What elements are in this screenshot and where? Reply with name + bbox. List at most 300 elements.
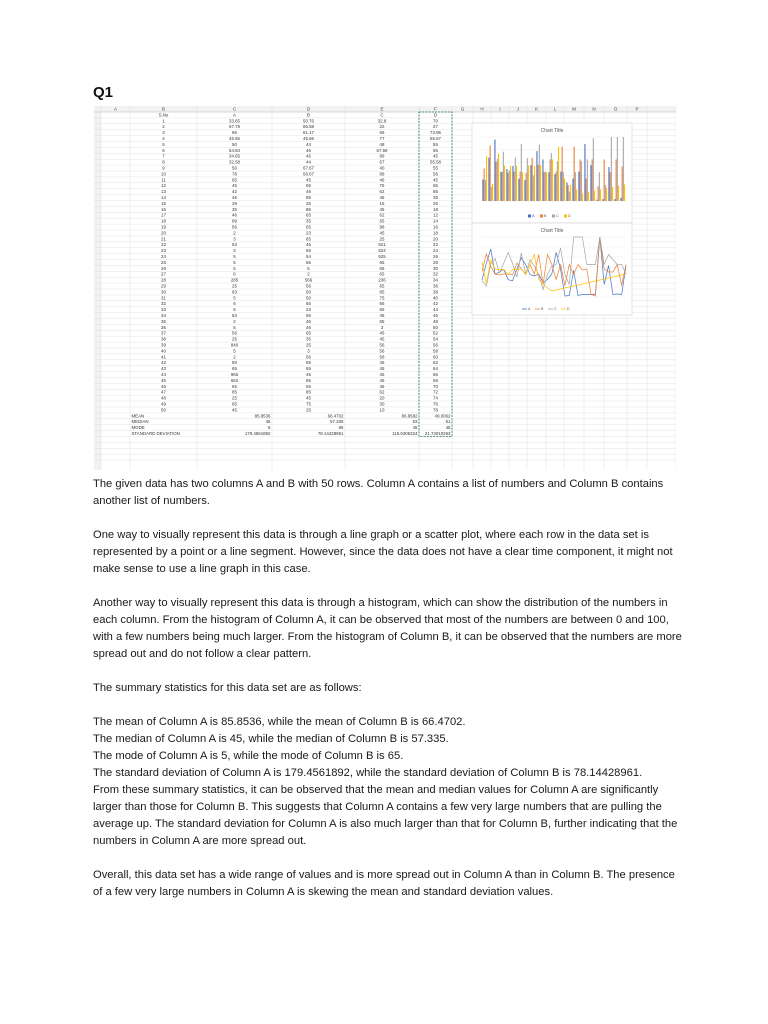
table-cell: 48 [379,141,385,147]
bar-d-24 [624,184,625,201]
bar-d-21 [606,188,607,201]
table-cell: 14 [161,195,166,200]
table-cell: 45 [433,177,438,183]
line-chart-title: Chart Title [540,228,564,234]
bar-b-18 [586,179,587,201]
bar-c-20 [599,172,600,201]
table-cell: 62 [433,360,438,366]
table-cell: 35 [232,206,237,212]
table-cell: 15 [161,200,166,206]
table-cell: 58 [379,354,385,360]
bar-b-23 [616,159,617,201]
column-header-n: N [592,106,596,112]
bar-c-2 [491,187,492,201]
table-cell: 44 [306,141,311,147]
table-cell: 74 [433,395,438,401]
table-cell: 9 [162,165,165,171]
table-cell: 65 [306,301,311,307]
table-cell: 34.65 [229,153,240,159]
table-cell: 45 [306,318,311,324]
table-cell: 26 [433,254,438,259]
table-cell: 65 [379,318,385,324]
bar-c-18 [587,159,588,201]
table-cell: 21 [161,236,166,242]
bar-b-1 [484,169,485,201]
table-cell: 44 [306,159,311,165]
table-cell: 48 [433,318,438,324]
table-cell: 65 [306,313,311,318]
table-cell: 5 [233,265,236,271]
table-cell: 46 [232,195,237,200]
bar-b-3 [496,162,497,201]
table-cell: 7 [162,153,165,159]
table-cell: 65 [433,183,438,189]
bar-a-15 [566,182,567,201]
row-number-bar [94,106,101,470]
line-legend-label-d: D [567,307,570,311]
bar-d-2 [492,184,493,201]
bar-a-14 [560,172,561,201]
bar-a-7 [518,179,519,201]
table-cell: 45.55 [229,136,240,141]
stat-label: MEAN [131,413,145,419]
stat-value-d: 45 [445,425,451,431]
table-cell: 566 [304,277,313,283]
table-cell: 65 [232,383,237,389]
bar-legend-label-c: C [556,214,559,218]
table-cell: 56 [379,348,385,354]
table-cell: 65 [232,401,237,407]
table-cell: 45 [306,372,311,377]
table-cell: 26 [161,265,166,271]
bar-c-14 [563,172,564,201]
table-cell: 65 [306,224,311,230]
bar-d-8 [528,165,529,201]
bar-c-19 [593,138,594,201]
table-cell: 46 [306,147,311,153]
table-cell: 75 [306,401,311,407]
table-cell: 65 [306,212,311,218]
table-cell: 5 [162,141,165,147]
table-cell: 15 [379,200,385,206]
column-header-l: L [553,106,557,112]
table-cell: 5 [233,348,236,354]
table-cell: 85 [379,289,385,295]
paragraph-histogram: Another way to visually represent this data is through a histogram, which can show the distribution of the numbers in each column. From the histogram of Column A, it can be observed that most of the numbers are between 0 and 100, with a few numbers being much larger. From the histogram of Column B, it can be observed that the numbers are more spread out and do not follow a clear pattern. [93,597,682,660]
table-cell: 12 [433,212,438,218]
bar-a-24 [620,198,621,201]
bar-b-2 [490,146,491,201]
table-cell: 3 [162,130,165,136]
bar-d-1 [486,156,487,201]
table-cell: 33.65 [229,118,240,124]
table-cell: 55.67 [430,136,441,141]
column-header-d: D [306,106,311,112]
bar-b-13 [556,172,557,201]
table-cell: 44 [433,307,438,313]
bar-c-12 [551,153,552,201]
table-cell: 98 [379,224,385,230]
table-cell: 34 [161,313,166,318]
bar-d-3 [498,154,499,201]
table-cell: 3 [233,248,236,254]
bar-a-8 [524,180,525,201]
table-cell: 67.69 [376,147,388,153]
bar-c-5 [509,170,510,201]
table-cell: 30 [161,289,166,295]
table-cell: 56 [232,165,237,171]
table-cell: 46 [306,153,311,159]
table-cell: 50.76 [303,118,314,124]
table-cell: 525 [378,254,386,259]
bar-c-8 [527,158,528,201]
table-cell: 66 [379,130,385,136]
table-cell: 2 [307,271,310,277]
table-cell: 23 [306,307,311,313]
table-cell: 36 [433,283,438,289]
table-cell: 56 [306,259,311,265]
table-cell: 65 [306,248,311,254]
table-cell: 4 [162,136,165,141]
table-cell: 39 [161,342,166,348]
table-cell: 24 [161,254,166,259]
table-cell: 23 [306,230,311,236]
table-cell: 45 [379,230,385,236]
bar-a-11 [542,159,543,201]
table-header-cell: C [380,112,384,118]
bar-b-20 [598,186,599,201]
table-cell: 42 [433,301,438,307]
line-legend-label-c: C [554,307,557,311]
table-cell: 25 [379,236,385,242]
bar-a-6 [512,166,513,201]
bar-d-16 [576,189,577,201]
table-cell: 16 [433,224,438,230]
table-cell: 20 [433,236,438,242]
bar-c-9 [533,175,534,201]
table-cell: 25 [232,283,237,289]
table-cell: 1 [162,118,165,124]
column-header-e: E [380,106,384,112]
table-cell: 35 [433,195,438,200]
spreadsheet-grid [94,106,676,470]
table-cell: 56 [232,224,237,230]
table-cell: 37 [161,330,166,336]
bar-legend-swatch-a [528,215,531,218]
stat-label: MEDIAN [131,419,149,425]
table-cell: 45 [379,360,385,366]
table-cell: 50 [161,407,166,413]
bar-b-16 [574,147,575,201]
table-cell: 88 [379,171,385,177]
table-cell: 33 [161,307,166,313]
bar-b-5 [508,173,509,201]
table-cell: 45 [379,195,385,200]
table-cell: 65 [379,307,385,313]
table-cell: 18 [433,230,438,236]
bar-b-15 [568,185,569,201]
stat-value-d: 49.0062 [434,413,451,419]
column-header-k: K [534,106,539,112]
table-cell: 652 [230,377,239,383]
spreadsheet-screenshot [94,106,676,470]
table-cell: 70 [433,383,438,389]
table-cell: 524 [378,248,386,254]
table-cell: 5 [233,295,236,301]
table-cell: 31 [161,295,166,301]
analysis-text [93,476,683,901]
table-cell: 32.58 [229,159,240,165]
table-cell: 27 [433,124,438,130]
bar-legend-label-b: B [544,214,547,218]
table-cell: 65 [306,236,311,242]
stat-value-b: 78.14428961 [317,431,344,436]
table-cell: 45 [232,183,237,189]
table-cell: 27 [161,271,166,277]
stat-value-c: 116.6305324 [392,431,418,436]
table-cell: 73.95 [430,130,441,136]
paragraph-conclusion: Overall, this data set has a wide range of values and is more spread out in Column A than in Column B. The presence of a few very large numbers in Column A is skewing the mean and standard deviation values. [93,869,675,898]
table-header-cell: D [433,112,438,118]
table-cell: 89 [232,218,237,224]
table-cell: 22 [161,242,166,248]
table-cell: 45 [379,372,385,377]
table-cell: 78 [232,171,237,177]
bar-legend-swatch-b [540,215,543,218]
table-cell: 28 [161,277,166,283]
bar-c-7 [521,144,522,201]
table-cell: 65 [379,283,385,289]
table-cell: 35 [306,218,311,224]
summary-mode: The mode of Column A is 5, while the mode of Column B is 65. [93,750,404,762]
table-cell: 85 [306,389,311,395]
table-cell: 521 [378,242,386,248]
bar-a-13 [554,174,555,201]
table-cell: 60 [433,354,438,360]
table-cell: 56 [433,171,438,177]
table-cell: 48 [161,395,166,401]
bar-c-1 [485,180,486,201]
stat-value-a: 45 [265,419,271,425]
table-cell: 62 [379,212,385,218]
table-cell: 25 [306,407,311,413]
table-header-cell: A [233,112,236,118]
bar-a-16 [572,179,573,201]
stat-value-b: 66.4702 [327,413,344,419]
table-cell: 6 [162,147,165,153]
table-cell: 72 [433,389,438,395]
table-cell: 67 [379,159,385,165]
paragraph-line-graph: One way to visually represent this data is through a line graph or a scatter plot, where each row in the data set is represented by a point or a line segment. However, since the data does not have a clear time component, it might not make sense to use a line graph in this case. [93,529,673,575]
column-header-m: M [572,106,576,112]
table-cell: 45 [379,366,385,372]
bar-d-20 [600,189,601,201]
bar-a-5 [506,169,507,201]
table-cell: 85 [306,195,311,200]
table-cell: 46 [232,212,237,218]
table-cell: 29 [232,200,237,206]
bar-a-18 [584,144,585,201]
table-cell: 2 [162,124,165,130]
stat-label: MODE [131,425,145,431]
table-cell: 55 [433,141,438,147]
table-cell: 45 [232,407,237,413]
table-cell: 40 [161,348,166,354]
table-cell: 29 [161,283,166,289]
bar-b-10 [538,165,539,201]
table-cell: 62 [379,389,385,395]
table-cell: 40 [433,295,438,301]
table-cell: 76 [433,401,438,407]
table-cell: 45 [379,336,385,342]
table-cell: 62 [379,189,385,195]
table-cell: 5 [233,259,236,265]
bar-d-15 [570,185,571,201]
table-cell: 965 [230,372,239,377]
bar-d-12 [552,159,553,201]
table-cell: 65 [379,271,385,277]
bar-b-8 [526,173,527,201]
table-cell: 63 [232,313,237,318]
table-cell: 52 [433,330,438,336]
table-cell: 65 [306,383,311,389]
column-header-o: O [613,106,618,112]
column-header-h: H [480,106,484,112]
bar-b-14 [562,147,563,201]
table-cell: 54 [433,336,438,342]
table-cell: 65 [379,218,385,224]
stat-value-a: 85.8536 [254,413,271,419]
summary-mean: The mean of Column A is 85.8536, while the mean of Column B is 66.4702. [93,716,466,728]
bar-c-15 [569,191,570,201]
table-cell: 45 [379,206,385,212]
table-cell: 55 [433,165,438,171]
table-cell: 2 [233,318,236,324]
table-cell: 34 [433,277,438,283]
bar-d-14 [564,179,565,201]
table-cell: 68 [433,377,438,383]
table-cell: 85 [306,206,311,212]
table-cell: 45 [306,177,311,183]
bar-a-22 [608,167,609,201]
table-cell: 5 [233,307,236,313]
bar-d-5 [510,166,511,201]
stat-value-c: 45 [412,425,418,431]
table-cell: 24 [433,248,438,254]
table-cell: 16 [161,206,166,212]
bar-c-6 [515,158,516,201]
bar-a-2 [488,158,489,201]
table-cell: 285 [230,277,239,283]
table-cell: 75 [379,183,385,189]
bar-d-13 [558,147,559,201]
table-cell: 46 [433,313,438,318]
bar-d-11 [546,172,547,201]
table-cell: 54.84 [229,147,240,153]
table-cell: 20 [379,395,385,401]
table-cell: 22 [379,124,385,130]
bar-c-3 [497,159,498,201]
column-header-bar [94,106,676,112]
bar-d-19 [594,191,595,201]
table-cell: 65 [306,360,311,366]
bar-legend-label-d: D [568,214,571,218]
table-cell: 61.17 [303,130,314,136]
table-cell: 67.79 [229,124,240,130]
table-header-cell: S.No [158,112,169,118]
bar-d-6 [516,166,517,201]
table-cell: 25 [306,200,311,206]
bar-a-20 [596,200,597,201]
table-cell: 35 [161,318,166,324]
table-cell: 22 [433,242,438,248]
table-cell: 65 [232,177,237,183]
table-cell: 63 [232,289,237,295]
table-cell: 30 [433,265,438,271]
table-cell: 6 [233,301,236,307]
table-cell: 32.8 [377,118,387,124]
table-cell: 53 [232,242,237,248]
table-cell: 50 [433,324,438,330]
bar-b-17 [580,159,581,201]
table-cell: 65 [379,265,385,271]
table-cell: 6 [233,271,236,277]
table-cell: 840 [230,342,239,348]
stat-value-a: 179.4561892 [244,431,271,436]
table-cell: 13 [161,189,166,195]
bar-b-21 [604,159,605,201]
table-cell: 50 [232,141,237,147]
bar-c-13 [557,161,558,201]
table-cell: 65 [379,259,385,265]
table-cell: 49 [161,401,166,407]
table-cell: 25 [306,342,311,348]
bar-d-22 [612,187,613,201]
table-cell: 2 [233,354,236,360]
table-cell: 3 [233,236,236,242]
bar-d-9 [534,166,535,201]
bar-a-23 [614,199,615,201]
table-cell: 47 [161,389,166,395]
column-header-c: C [232,106,237,112]
stat-value-c: 86.9582 [401,413,418,419]
table-cell: 45 [379,377,385,383]
table-cell: 38 [433,289,438,295]
bar-c-10 [539,145,540,201]
table-cell: 12 [161,183,166,189]
table-cell: 42 [161,360,166,366]
stat-value-b: 65 [338,425,344,431]
bar-a-19 [590,165,591,201]
bar-a-12 [548,172,549,201]
bar-d-23 [618,186,619,201]
table-cell: 8 [162,159,165,165]
table-cell: 28 [433,259,438,265]
table-cell: 85 [232,389,237,395]
table-cell: 10 [379,407,385,413]
column-header-g: G [460,106,465,112]
table-cell: 19 [161,224,166,230]
summary-std: The standard deviation of Column A is 179.4561892, while the standard deviation of Column B is 78.14428961. [93,767,643,779]
table-cell: 54 [306,254,311,259]
table-cell: 5 [307,265,310,271]
table-cell: 56 [379,342,385,348]
table-cell: 45.66 [303,136,314,141]
table-cell: 3 [380,324,384,330]
table-cell: 89 [379,153,385,159]
table-cell: 20 [161,230,166,236]
stat-value-c: 53 [412,419,418,425]
